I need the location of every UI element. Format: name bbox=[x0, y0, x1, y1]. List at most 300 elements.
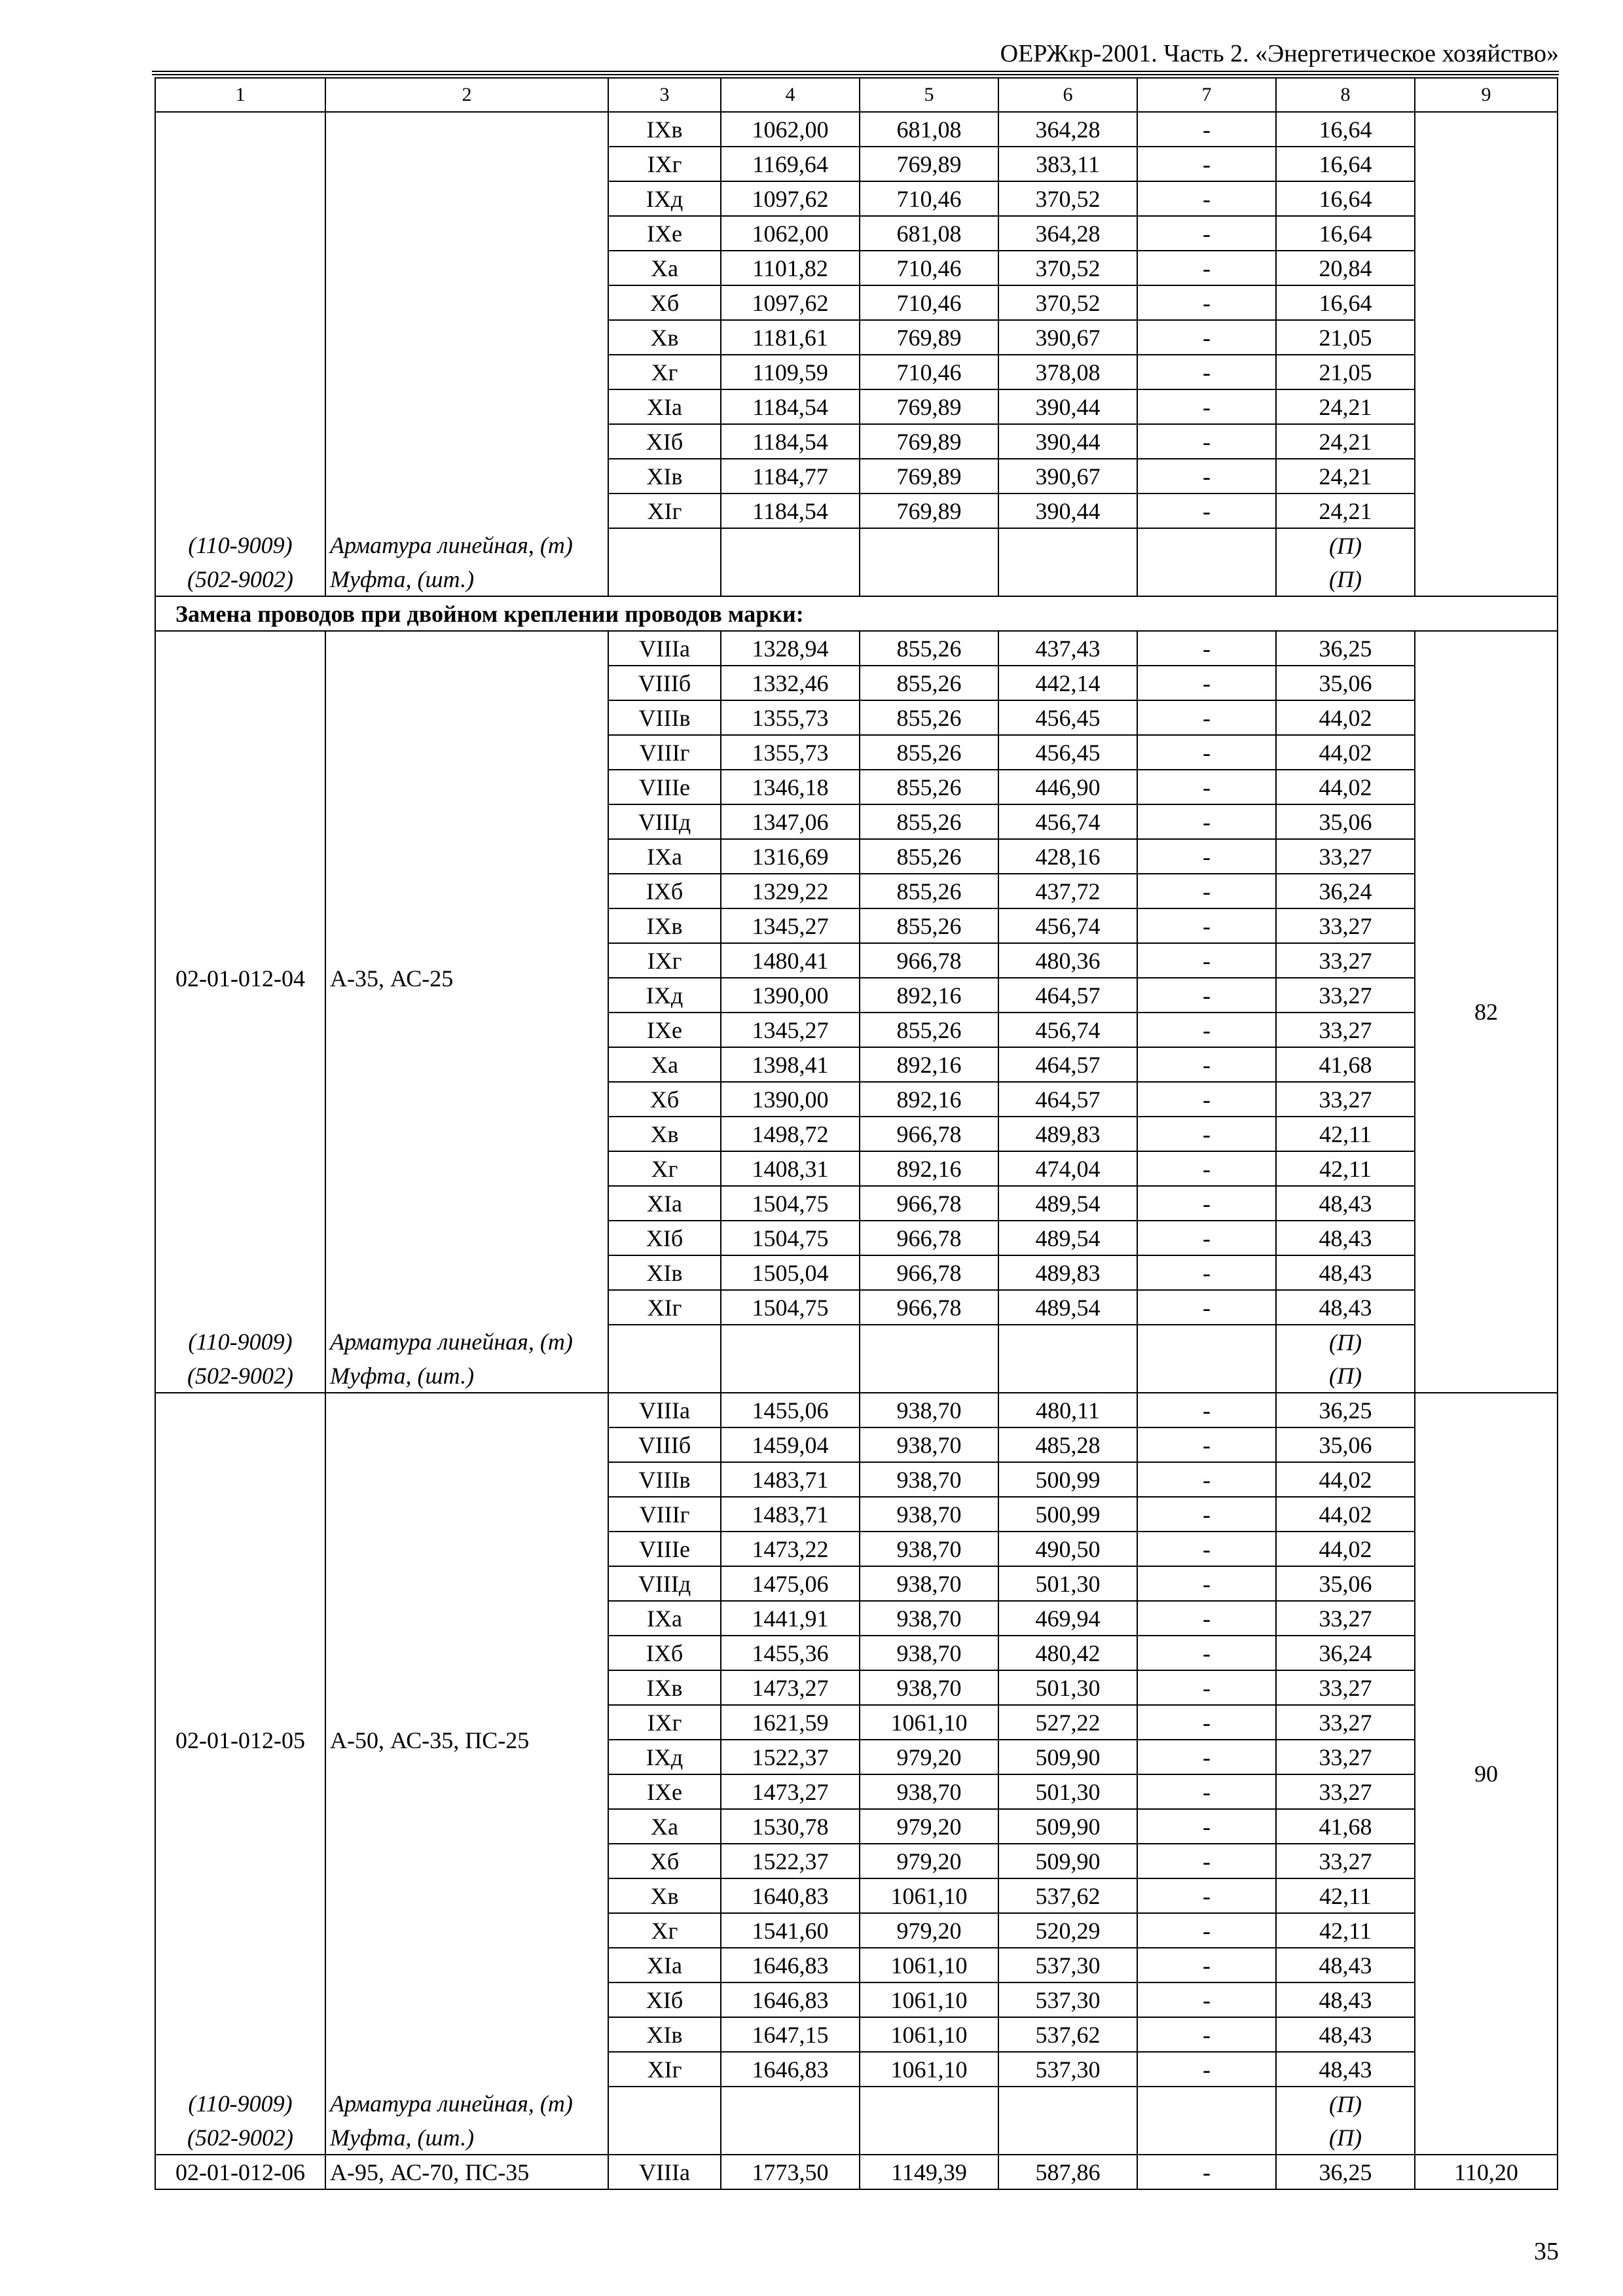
labor-hours: 35,06 bbox=[1276, 804, 1415, 839]
climate-zone: VIIIб bbox=[608, 666, 721, 700]
machine-cost: 527,22 bbox=[998, 1705, 1137, 1740]
total-cost: 1473,27 bbox=[721, 1774, 860, 1809]
empty-cell bbox=[721, 1359, 860, 1393]
total-cost: 1332,46 bbox=[721, 666, 860, 700]
labor-hours: 48,43 bbox=[1276, 1290, 1415, 1325]
climate-zone: XIв bbox=[608, 459, 721, 493]
column-number: 4 bbox=[721, 78, 860, 112]
resource-code: (502-9002) bbox=[155, 562, 325, 596]
total-cost: 1184,54 bbox=[721, 424, 860, 459]
resource-note-row bbox=[155, 528, 1558, 562]
material-cost: - bbox=[1137, 770, 1276, 804]
empty-cell bbox=[721, 562, 860, 596]
total-cost: 1345,27 bbox=[721, 908, 860, 943]
resource-flag: (П) bbox=[1276, 1359, 1415, 1393]
climate-zone: Xг bbox=[608, 1151, 721, 1186]
row-code: 02-01-012-04 bbox=[155, 631, 325, 1325]
material-cost: - bbox=[1137, 1878, 1276, 1913]
labor-cost: 938,70 bbox=[860, 1670, 998, 1705]
total-cost: 1184,54 bbox=[721, 493, 860, 528]
total-cost: 1109,59 bbox=[721, 355, 860, 389]
resource-flag: (П) bbox=[1276, 1325, 1415, 1359]
labor-cost: 892,16 bbox=[860, 978, 998, 1013]
climate-zone: Xа bbox=[608, 251, 721, 285]
labor-cost: 938,70 bbox=[860, 1601, 998, 1636]
material-cost: - bbox=[1137, 1566, 1276, 1601]
material-cost: - bbox=[1137, 1221, 1276, 1255]
resource-flag: (П) bbox=[1276, 2087, 1415, 2121]
total-cost: 1541,60 bbox=[721, 1913, 860, 1948]
material-cost: - bbox=[1137, 1082, 1276, 1117]
row-code bbox=[155, 112, 325, 528]
empty-cell bbox=[608, 2121, 721, 2155]
labor-cost: 966,78 bbox=[860, 1221, 998, 1255]
climate-zone: XIб bbox=[608, 1221, 721, 1255]
labor-hours: 42,11 bbox=[1276, 1878, 1415, 1913]
material-cost: - bbox=[1137, 459, 1276, 493]
climate-zone: IXв bbox=[608, 908, 721, 943]
machine-cost: 537,62 bbox=[998, 1878, 1137, 1913]
machine-cost: 456,45 bbox=[998, 735, 1137, 770]
total-cost: 1441,91 bbox=[721, 1601, 860, 1636]
climate-zone: VIIIг bbox=[608, 1497, 721, 1532]
total-cost: 1480,41 bbox=[721, 943, 860, 978]
climate-zone: IXд bbox=[608, 181, 721, 216]
material-cost: - bbox=[1137, 1151, 1276, 1186]
empty-cell bbox=[1137, 1359, 1276, 1393]
machine-cost: 456,74 bbox=[998, 1013, 1137, 1047]
machine-cost: 509,90 bbox=[998, 1844, 1137, 1878]
resource-code: (110-9009) bbox=[155, 2087, 325, 2121]
total-cost: 1522,37 bbox=[721, 1740, 860, 1774]
material-cost: - bbox=[1137, 874, 1276, 908]
empty-cell bbox=[998, 562, 1137, 596]
empty-cell bbox=[1137, 562, 1276, 596]
total-cost: 1530,78 bbox=[721, 1809, 860, 1844]
total-cost: 1647,15 bbox=[721, 2017, 860, 2052]
labor-cost: 892,16 bbox=[860, 1082, 998, 1117]
total-cost: 1390,00 bbox=[721, 1082, 860, 1117]
climate-zone: Xг bbox=[608, 355, 721, 389]
labor-cost: 938,70 bbox=[860, 1532, 998, 1566]
machine-cost: 509,90 bbox=[998, 1809, 1137, 1844]
climate-zone: VIIIд bbox=[608, 804, 721, 839]
total-cost: 1062,00 bbox=[721, 112, 860, 147]
row-col9 bbox=[1415, 112, 1558, 596]
header-rule bbox=[152, 71, 1559, 75]
labor-hours: 36,25 bbox=[1276, 1393, 1415, 1427]
empty-cell bbox=[608, 1325, 721, 1359]
climate-zone: Xг bbox=[608, 1913, 721, 1948]
machine-cost: 464,57 bbox=[998, 1047, 1137, 1082]
climate-zone: IXг bbox=[608, 943, 721, 978]
labor-hours: 36,24 bbox=[1276, 1636, 1415, 1670]
labor-cost: 938,70 bbox=[860, 1497, 998, 1532]
labor-hours: 33,27 bbox=[1276, 943, 1415, 978]
machine-cost: 509,90 bbox=[998, 1740, 1137, 1774]
climate-zone: VIIIе bbox=[608, 770, 721, 804]
machine-cost: 480,11 bbox=[998, 1393, 1137, 1427]
material-cost: - bbox=[1137, 320, 1276, 355]
machine-cost: 456,74 bbox=[998, 908, 1137, 943]
total-cost: 1475,06 bbox=[721, 1566, 860, 1601]
material-cost: - bbox=[1137, 1982, 1276, 2017]
machine-cost: 489,54 bbox=[998, 1186, 1137, 1221]
total-cost: 1184,77 bbox=[721, 459, 860, 493]
labor-hours: 33,27 bbox=[1276, 908, 1415, 943]
climate-zone: IXа bbox=[608, 1601, 721, 1636]
total-cost: 1398,41 bbox=[721, 1047, 860, 1082]
labor-cost: 769,89 bbox=[860, 493, 998, 528]
material-cost: - bbox=[1137, 700, 1276, 735]
column-number: 5 bbox=[860, 78, 998, 112]
row-col9: 90 bbox=[1415, 1393, 1558, 2155]
labor-hours: 20,84 bbox=[1276, 251, 1415, 285]
climate-zone: IXа bbox=[608, 839, 721, 874]
material-cost: - bbox=[1137, 1774, 1276, 1809]
labor-hours: 44,02 bbox=[1276, 735, 1415, 770]
material-cost: - bbox=[1137, 285, 1276, 320]
total-cost: 1504,75 bbox=[721, 1221, 860, 1255]
column-number: 6 bbox=[998, 78, 1137, 112]
machine-cost: 437,43 bbox=[998, 631, 1137, 666]
empty-cell bbox=[608, 1359, 721, 1393]
total-cost: 1483,71 bbox=[721, 1497, 860, 1532]
table-row bbox=[155, 112, 1558, 147]
material-cost: - bbox=[1137, 1393, 1276, 1427]
labor-cost: 769,89 bbox=[860, 459, 998, 493]
column-number: 9 bbox=[1415, 78, 1558, 112]
running-header: ОЕРЖкр-2001. Часть 2. «Энергетическое хозяйство» bbox=[1000, 40, 1559, 67]
machine-cost: 428,16 bbox=[998, 839, 1137, 874]
total-cost: 1498,72 bbox=[721, 1117, 860, 1151]
labor-hours: 41,68 bbox=[1276, 1809, 1415, 1844]
table-row bbox=[155, 631, 1558, 666]
empty-cell bbox=[1137, 1325, 1276, 1359]
labor-cost: 769,89 bbox=[860, 147, 998, 181]
machine-cost: 364,28 bbox=[998, 112, 1137, 147]
empty-cell bbox=[860, 562, 998, 596]
section-heading: Замена проводов при двойном креплении проводов марки: bbox=[155, 596, 1558, 631]
material-cost: - bbox=[1137, 1255, 1276, 1290]
material-cost: - bbox=[1137, 216, 1276, 251]
resource-code: (502-9002) bbox=[155, 2121, 325, 2155]
labor-cost: 710,46 bbox=[860, 181, 998, 216]
labor-hours: 33,27 bbox=[1276, 839, 1415, 874]
labor-hours: 36,24 bbox=[1276, 874, 1415, 908]
climate-zone: IXб bbox=[608, 874, 721, 908]
labor-hours: 48,43 bbox=[1276, 1255, 1415, 1290]
climate-zone: Xв bbox=[608, 1878, 721, 1913]
machine-cost: 469,94 bbox=[998, 1601, 1137, 1636]
climate-zone: XIв bbox=[608, 2017, 721, 2052]
labor-cost: 1061,10 bbox=[860, 1982, 998, 2017]
climate-zone: Xа bbox=[608, 1047, 721, 1082]
climate-zone: XIг bbox=[608, 493, 721, 528]
total-cost: 1646,83 bbox=[721, 1948, 860, 1982]
labor-hours: 33,27 bbox=[1276, 1705, 1415, 1740]
climate-zone: VIIIа bbox=[608, 1393, 721, 1427]
labor-cost: 979,20 bbox=[860, 1740, 998, 1774]
labor-hours: 42,11 bbox=[1276, 1913, 1415, 1948]
resource-name: Арматура линейная, (т) bbox=[325, 2087, 608, 2121]
labor-hours: 24,21 bbox=[1276, 493, 1415, 528]
column-number: 3 bbox=[608, 78, 721, 112]
labor-cost: 938,70 bbox=[860, 1636, 998, 1670]
labor-cost: 966,78 bbox=[860, 1255, 998, 1290]
material-cost: - bbox=[1137, 355, 1276, 389]
material-cost: - bbox=[1137, 1532, 1276, 1566]
labor-hours: 42,11 bbox=[1276, 1151, 1415, 1186]
material-cost: - bbox=[1137, 839, 1276, 874]
labor-cost: 855,26 bbox=[860, 874, 998, 908]
labor-cost: 938,70 bbox=[860, 1566, 998, 1601]
empty-cell bbox=[721, 528, 860, 562]
labor-cost: 855,26 bbox=[860, 700, 998, 735]
total-cost: 1355,73 bbox=[721, 735, 860, 770]
climate-zone: IXб bbox=[608, 1636, 721, 1670]
labor-cost: 710,46 bbox=[860, 355, 998, 389]
empty-cell bbox=[608, 562, 721, 596]
climate-zone: VIIIв bbox=[608, 1462, 721, 1497]
total-cost: 1522,37 bbox=[721, 1844, 860, 1878]
labor-cost: 966,78 bbox=[860, 943, 998, 978]
climate-zone: VIIIг bbox=[608, 735, 721, 770]
labor-cost: 979,20 bbox=[860, 1844, 998, 1878]
labor-hours: 33,27 bbox=[1276, 1740, 1415, 1774]
resource-code: (110-9009) bbox=[155, 1325, 325, 1359]
climate-zone: IXе bbox=[608, 1013, 721, 1047]
machine-cost: 489,54 bbox=[998, 1221, 1137, 1255]
material-cost: - bbox=[1137, 112, 1276, 147]
total-cost: 1169,64 bbox=[721, 147, 860, 181]
column-number-row bbox=[155, 78, 1558, 112]
climate-zone: IXд bbox=[608, 978, 721, 1013]
labor-cost: 966,78 bbox=[860, 1117, 998, 1151]
labor-hours: 33,27 bbox=[1276, 1844, 1415, 1878]
labor-cost: 966,78 bbox=[860, 1290, 998, 1325]
column-number: 7 bbox=[1137, 78, 1276, 112]
labor-hours: 33,27 bbox=[1276, 1013, 1415, 1047]
machine-cost: 537,30 bbox=[998, 1948, 1137, 1982]
material-cost: - bbox=[1137, 908, 1276, 943]
empty-cell bbox=[998, 2121, 1137, 2155]
empty-cell bbox=[860, 528, 998, 562]
machine-cost: 390,67 bbox=[998, 320, 1137, 355]
row-name bbox=[325, 112, 608, 528]
material-cost: - bbox=[1137, 735, 1276, 770]
labor-cost: 769,89 bbox=[860, 424, 998, 459]
material-cost: - bbox=[1137, 1670, 1276, 1705]
total-cost: 1640,83 bbox=[721, 1878, 860, 1913]
machine-cost: 501,30 bbox=[998, 1566, 1137, 1601]
labor-cost: 938,70 bbox=[860, 1774, 998, 1809]
climate-zone: XIб bbox=[608, 1982, 721, 2017]
labor-cost: 855,26 bbox=[860, 735, 998, 770]
total-cost: 1455,36 bbox=[721, 1636, 860, 1670]
labor-cost: 1061,10 bbox=[860, 1948, 998, 1982]
labor-cost: 855,26 bbox=[860, 631, 998, 666]
empty-cell bbox=[1137, 2087, 1276, 2121]
climate-zone: VIIIб bbox=[608, 1427, 721, 1462]
empty-cell bbox=[860, 1359, 998, 1393]
labor-cost: 938,70 bbox=[860, 1427, 998, 1462]
machine-cost: 378,08 bbox=[998, 355, 1137, 389]
labor-cost: 855,26 bbox=[860, 770, 998, 804]
labor-cost: 1061,10 bbox=[860, 1705, 998, 1740]
labor-cost: 979,20 bbox=[860, 1809, 998, 1844]
empty-cell bbox=[860, 1325, 998, 1359]
material-cost: - bbox=[1137, 1844, 1276, 1878]
labor-cost: 769,89 bbox=[860, 389, 998, 424]
climate-zone: IXг bbox=[608, 147, 721, 181]
material-cost: - bbox=[1137, 2155, 1276, 2189]
resource-name: Муфта, (шт.) bbox=[325, 562, 608, 596]
labor-hours: 21,05 bbox=[1276, 355, 1415, 389]
total-cost: 1483,71 bbox=[721, 1462, 860, 1497]
resource-name: Арматура линейная, (т) bbox=[325, 1325, 608, 1359]
material-cost: - bbox=[1137, 1636, 1276, 1670]
labor-cost: 710,46 bbox=[860, 251, 998, 285]
labor-hours: 36,25 bbox=[1276, 2155, 1415, 2189]
labor-cost: 855,26 bbox=[860, 839, 998, 874]
total-cost: 1455,06 bbox=[721, 1393, 860, 1427]
climate-zone: XIа bbox=[608, 1948, 721, 1982]
material-cost: - bbox=[1137, 1948, 1276, 1982]
machine-cost: 537,62 bbox=[998, 2017, 1137, 2052]
material-cost: - bbox=[1137, 1705, 1276, 1740]
empty-cell bbox=[721, 2087, 860, 2121]
labor-cost: 892,16 bbox=[860, 1151, 998, 1186]
labor-cost: 681,08 bbox=[860, 216, 998, 251]
total-cost: 1355,73 bbox=[721, 700, 860, 735]
material-cost: - bbox=[1137, 147, 1276, 181]
labor-hours: 48,43 bbox=[1276, 1982, 1415, 2017]
climate-zone: VIIIа bbox=[608, 2155, 721, 2189]
total-cost: 1347,06 bbox=[721, 804, 860, 839]
row-col9: 82 bbox=[1415, 631, 1558, 1393]
labor-cost: 1061,10 bbox=[860, 2017, 998, 2052]
labor-hours: 16,64 bbox=[1276, 285, 1415, 320]
material-cost: - bbox=[1137, 389, 1276, 424]
labor-hours: 44,02 bbox=[1276, 1532, 1415, 1566]
machine-cost: 370,52 bbox=[998, 181, 1137, 216]
machine-cost: 500,99 bbox=[998, 1497, 1137, 1532]
labor-hours: 16,64 bbox=[1276, 181, 1415, 216]
climate-zone: IXд bbox=[608, 1740, 721, 1774]
labor-hours: 33,27 bbox=[1276, 1601, 1415, 1636]
rates-table bbox=[155, 77, 1558, 2190]
empty-cell bbox=[998, 1325, 1137, 1359]
climate-zone: Xб bbox=[608, 1844, 721, 1878]
material-cost: - bbox=[1137, 1809, 1276, 1844]
labor-hours: 41,68 bbox=[1276, 1047, 1415, 1082]
labor-hours: 16,64 bbox=[1276, 216, 1415, 251]
material-cost: - bbox=[1137, 181, 1276, 216]
labor-cost: 855,26 bbox=[860, 908, 998, 943]
material-cost: - bbox=[1137, 251, 1276, 285]
material-cost: - bbox=[1137, 1427, 1276, 1462]
total-cost: 1505,04 bbox=[721, 1255, 860, 1290]
climate-zone: Xв bbox=[608, 320, 721, 355]
total-cost: 1473,22 bbox=[721, 1532, 860, 1566]
labor-hours: 44,02 bbox=[1276, 1497, 1415, 1532]
table-body bbox=[155, 112, 1558, 2189]
machine-cost: 489,83 bbox=[998, 1255, 1137, 1290]
machine-cost: 456,74 bbox=[998, 804, 1137, 839]
labor-hours: 42,11 bbox=[1276, 1117, 1415, 1151]
labor-hours: 24,21 bbox=[1276, 459, 1415, 493]
total-cost: 1646,83 bbox=[721, 1982, 860, 2017]
material-cost: - bbox=[1137, 1462, 1276, 1497]
labor-cost: 681,08 bbox=[860, 112, 998, 147]
total-cost: 1316,69 bbox=[721, 839, 860, 874]
row-name: А-35, АС-25 bbox=[325, 631, 608, 1325]
climate-zone: XIа bbox=[608, 1186, 721, 1221]
material-cost: - bbox=[1137, 1913, 1276, 1948]
material-cost: - bbox=[1137, 631, 1276, 666]
labor-hours: 48,43 bbox=[1276, 1221, 1415, 1255]
material-cost: - bbox=[1137, 804, 1276, 839]
row-name: А-50, АС-35, ПС-25 bbox=[325, 1393, 608, 2087]
machine-cost: 442,14 bbox=[998, 666, 1137, 700]
material-cost: - bbox=[1137, 1497, 1276, 1532]
climate-zone: XIа bbox=[608, 389, 721, 424]
material-cost: - bbox=[1137, 2017, 1276, 2052]
labor-hours: 24,21 bbox=[1276, 424, 1415, 459]
climate-zone: IXв bbox=[608, 112, 721, 147]
empty-cell bbox=[721, 1325, 860, 1359]
machine-cost: 364,28 bbox=[998, 216, 1137, 251]
machine-cost: 500,99 bbox=[998, 1462, 1137, 1497]
row-code: 02-01-012-05 bbox=[155, 1393, 325, 2087]
machine-cost: 490,50 bbox=[998, 1532, 1137, 1566]
labor-cost: 979,20 bbox=[860, 1913, 998, 1948]
total-cost: 1390,00 bbox=[721, 978, 860, 1013]
machine-cost: 501,30 bbox=[998, 1774, 1137, 1809]
labor-hours: 35,06 bbox=[1276, 666, 1415, 700]
climate-zone: Xа bbox=[608, 1809, 721, 1844]
total-cost: 1184,54 bbox=[721, 389, 860, 424]
resource-note-row bbox=[155, 1325, 1558, 1359]
climate-zone: XIб bbox=[608, 424, 721, 459]
labor-hours: 21,05 bbox=[1276, 320, 1415, 355]
total-cost: 1328,94 bbox=[721, 631, 860, 666]
machine-cost: 480,36 bbox=[998, 943, 1137, 978]
column-number: 8 bbox=[1276, 78, 1415, 112]
total-cost: 1346,18 bbox=[721, 770, 860, 804]
labor-hours: 33,27 bbox=[1276, 1670, 1415, 1705]
empty-cell bbox=[608, 528, 721, 562]
climate-zone: VIIIв bbox=[608, 700, 721, 735]
machine-cost: 437,72 bbox=[998, 874, 1137, 908]
material-cost: - bbox=[1137, 1013, 1276, 1047]
total-cost: 1459,04 bbox=[721, 1427, 860, 1462]
labor-hours: 16,64 bbox=[1276, 147, 1415, 181]
resource-note-row bbox=[155, 1359, 1558, 1393]
labor-hours: 24,21 bbox=[1276, 389, 1415, 424]
climate-zone: XIв bbox=[608, 1255, 721, 1290]
material-cost: - bbox=[1137, 424, 1276, 459]
material-cost: - bbox=[1137, 1186, 1276, 1221]
total-cost: 1621,59 bbox=[721, 1705, 860, 1740]
labor-hours: 35,06 bbox=[1276, 1566, 1415, 1601]
labor-hours: 35,06 bbox=[1276, 1427, 1415, 1462]
machine-cost: 485,28 bbox=[998, 1427, 1137, 1462]
total-cost: 1773,50 bbox=[721, 2155, 860, 2189]
column-number: 2 bbox=[325, 78, 608, 112]
machine-cost: 390,67 bbox=[998, 459, 1137, 493]
